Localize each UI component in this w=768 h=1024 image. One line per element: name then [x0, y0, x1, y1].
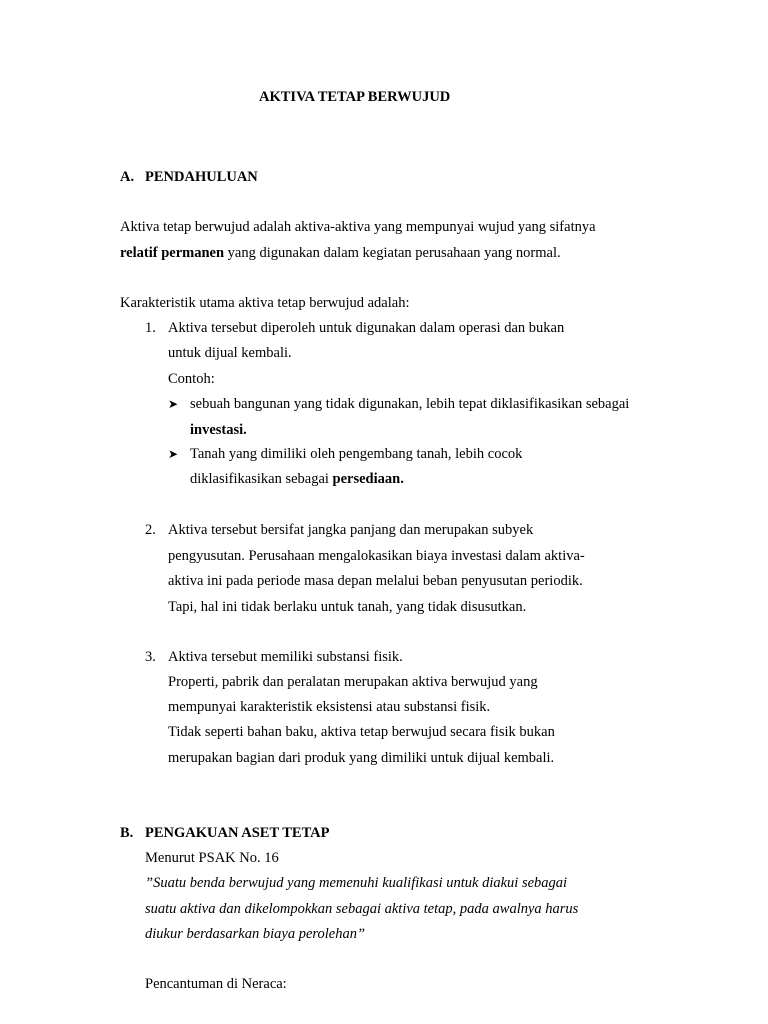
section-a-heading: PENDAHULUAN — [145, 169, 258, 185]
item-2-number: 2. — [145, 522, 156, 538]
item-2-line: aktiva ini pada periode masa depan melalui beban penyusutan periodik. — [168, 573, 583, 589]
item-1-line: Aktiva tersebut diperoleh untuk digunakan dalam operasi dan bukan — [168, 320, 565, 336]
item-3-line: Aktiva tersebut memiliki substansi fisik. — [168, 649, 403, 665]
bullet-1-line: sebuah bangunan yang tidak digunakan, lebih tepat diklasifikasikan sebagai — [190, 396, 630, 412]
intro-line-2 — [120, 246, 561, 261]
item-3-line: mempunyai karakteristik eksistensi atau substansi fisik. — [168, 699, 491, 715]
neraca-label: Pencantuman di Neraca: — [145, 976, 287, 992]
quote-line: ”Suatu benda berwujud yang memenuhi kualifikasi untuk diakui sebagai — [145, 875, 568, 891]
item-3-line: Tidak seperti bahan baku, aktiva tetap berwujud secara fisik bukan — [168, 724, 555, 740]
document-title: AKTIVA TETAP BERWUJUD — [259, 89, 451, 105]
bullet-2-line: Tanah yang dimiliki oleh pengembang tanah, lebih cocok — [190, 446, 523, 462]
item-3-line: Properti, pabrik dan peralatan merupakan aktiva berwujud yang — [168, 674, 538, 690]
psak-reference: Menurut PSAK No. 16 — [145, 850, 279, 866]
section-a-letter: A. — [120, 169, 135, 185]
bullet-1-line-2 — [190, 423, 247, 438]
arrowhead-bullet-icon: ➤ — [168, 397, 179, 411]
item-1-number: 1. — [145, 320, 156, 336]
intro-line-1: Aktiva tetap berwujud adalah aktiva-aktiva yang mempunyai wujud yang sifatnya — [120, 219, 596, 235]
characteristics-intro: Karakteristik utama aktiva tetap berwujud adalah: — [120, 295, 410, 311]
item-2-line: Tapi, hal ini tidak berlaku untuk tanah, yang tidak disusutkan. — [168, 599, 527, 615]
item-1-example-label: Contoh: — [168, 371, 215, 387]
arrowhead-bullet-icon: ➤ — [168, 447, 179, 461]
intro-bold-term: relatif permanen — [120, 245, 225, 261]
bullet-1-bold-term: investasi. — [190, 422, 247, 438]
section-b-letter: B. — [120, 825, 134, 841]
intro-line-2-rest: yang digunakan dalam kegiatan perusahaan yang normal. — [224, 245, 561, 261]
item-2-line: Aktiva tersebut bersifat jangka panjang dan merupakan subyek — [168, 522, 534, 538]
item-1-line: untuk dijual kembali. — [168, 345, 292, 361]
bullet-2-line-2 — [190, 472, 404, 487]
quote-line: suatu aktiva dan dikelompokkan sebagai aktiva tetap, pada awalnya harus — [145, 901, 579, 917]
bullet-2-line-2-text: diklasifikasikan sebagai — [190, 471, 333, 487]
section-b-heading: PENGAKUAN ASET TETAP — [145, 825, 330, 841]
quote-line: diukur berdasarkan biaya perolehan” — [145, 926, 366, 942]
bullet-2-bold-term: persediaan. — [332, 471, 404, 487]
item-3-line: merupakan bagian dari produk yang dimiliki untuk dijual kembali. — [168, 750, 555, 766]
item-2-line: pengyusutan. Perusahaan mengalokasikan biaya investasi dalam aktiva- — [168, 548, 585, 564]
item-3-number: 3. — [145, 649, 156, 665]
